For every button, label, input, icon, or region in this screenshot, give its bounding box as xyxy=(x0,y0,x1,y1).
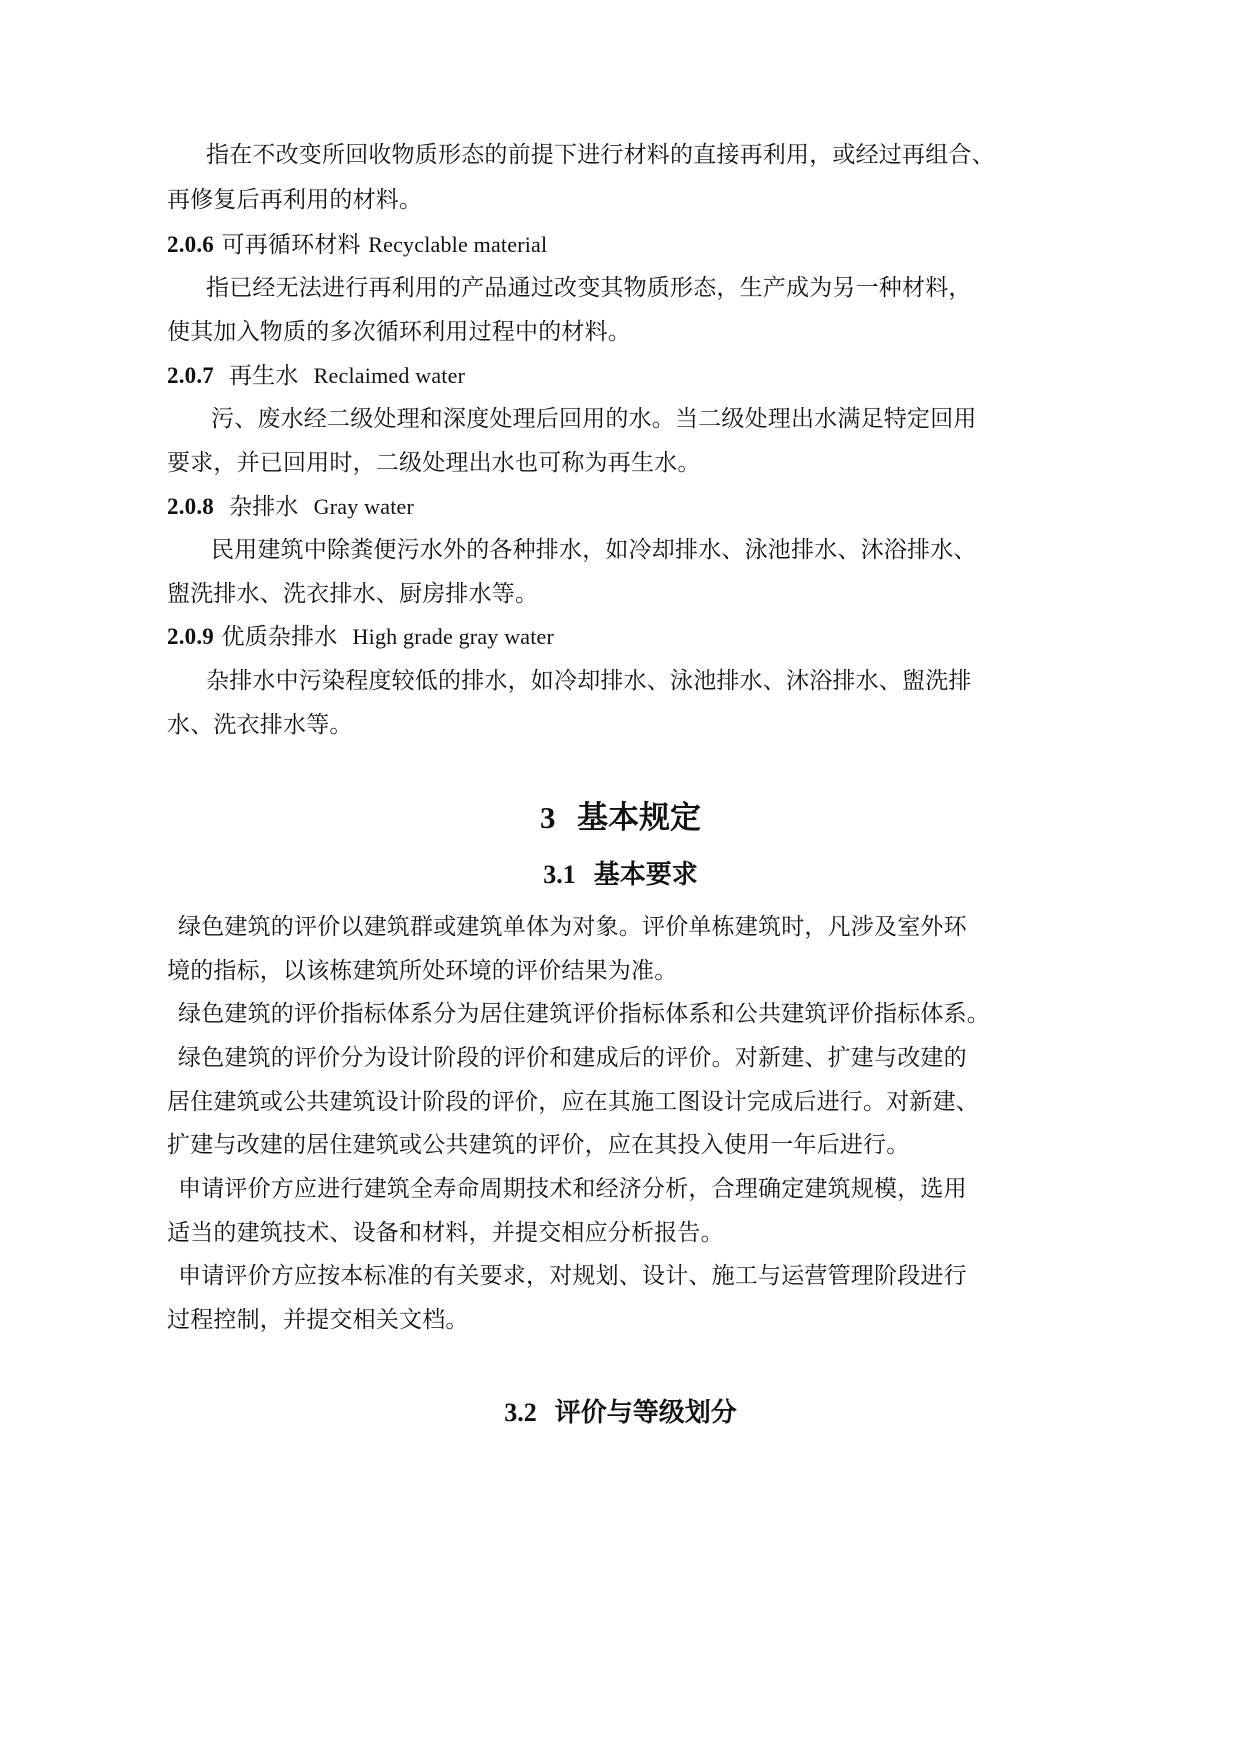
section-heading-3-1 xyxy=(0,858,1241,892)
term-number: 2.0.8 xyxy=(167,494,214,519)
paragraph-line: 过程控制，并提交相关文档。 xyxy=(167,1307,469,1333)
paragraph-line: 境的指标，以该栋建筑所处环境的评价结果为准。 xyxy=(167,958,678,984)
term-cn: 杂排水 xyxy=(229,494,299,520)
paragraph-line: 适当的建筑技术、设备和材料，并提交相应分析报告。 xyxy=(167,1220,724,1246)
section-number: 3.2 xyxy=(504,1398,537,1427)
paragraph-line: 居住建筑或公共建筑设计阶段的评价，应在其施工图设计完成后进行。对新建、 xyxy=(167,1089,979,1115)
section-heading-3-2 xyxy=(0,1396,1241,1430)
paragraph-line: 使其加入物质的多次循环利用过程中的材料。 xyxy=(167,319,631,345)
paragraph-line: 指已经无法进行再利用的产品通过改变其物质形态，生产成为另一种材料， xyxy=(206,275,972,301)
term-cn: 再生水 xyxy=(229,363,299,389)
term-number: 2.0.6 xyxy=(167,232,214,257)
section-title: 评价与等级划分 xyxy=(554,1398,737,1428)
section-title: 基本要求 xyxy=(593,860,698,890)
chapter-number: 3 xyxy=(539,800,556,835)
paragraph-line: 绿色建筑的评价指标体系分为居住建筑评价指标体系和公共建筑评价指标体系。 xyxy=(178,1001,990,1027)
term-en: Recyclable material xyxy=(368,232,548,257)
term-cn: 优质杂排水 xyxy=(221,624,338,650)
paragraph-line: 指在不改变所回收物质形态的前提下进行材料的直接再利用，或经过再组合、 xyxy=(206,142,995,168)
term-en: Gray water xyxy=(313,494,415,519)
chapter-heading xyxy=(0,798,1241,838)
term-en: High grade gray water xyxy=(352,624,555,649)
term-number: 2.0.7 xyxy=(167,363,214,388)
term-heading-2-0-8 xyxy=(167,492,414,522)
term-number: 2.0.9 xyxy=(167,624,214,649)
paragraph-line: 要求，并已回用时，二级处理出水也可称为再生水。 xyxy=(167,450,701,476)
term-en: Reclaimed water xyxy=(313,363,466,388)
paragraph-line: 申请评价方应按本标准的有关要求，对规划、设计、施工与运营管理阶段进行 xyxy=(178,1263,967,1289)
paragraph-line: 绿色建筑的评价分为设计阶段的评价和建成后的评价。对新建、扩建与改建的 xyxy=(178,1045,967,1071)
paragraph-line: 杂排水中污染程度较低的排水，如冷却排水、泳池排水、沐浴排水、盥洗排 xyxy=(206,668,972,694)
chapter-title: 基本规定 xyxy=(577,800,702,836)
paragraph-line: 再修复后再利用的材料。 xyxy=(167,187,423,213)
term-heading-2-0-6 xyxy=(167,230,547,260)
paragraph-line: 扩建与改建的居住建筑或公共建筑的评价，应在其投入使用一年后进行。 xyxy=(167,1132,910,1158)
paragraph-line: 污、废水经二级处理和深度处理后回用的水。当二级处理出水满足特定回用 xyxy=(211,406,977,432)
paragraph-line: 盥洗排水、洗衣排水、厨房排水等。 xyxy=(167,581,539,607)
term-cn: 可再循环材料 xyxy=(221,232,361,258)
paragraph-line: 申请评价方应进行建筑全寿命周期技术和经济分析，合理确定建筑规模，选用 xyxy=(178,1176,967,1202)
term-heading-2-0-9 xyxy=(167,622,554,652)
paragraph-line: 绿色建筑的评价以建筑群或建筑单体为对象。评价单栋建筑时，凡涉及室外环 xyxy=(178,914,967,940)
section-number: 3.1 xyxy=(543,860,576,889)
paragraph-line: 民用建筑中除粪便污水外的各种排水，如冷却排水、泳池排水、沐浴排水、 xyxy=(211,537,977,563)
term-heading-2-0-7 xyxy=(167,361,465,391)
paragraph-line: 水、洗衣排水等。 xyxy=(167,712,353,738)
